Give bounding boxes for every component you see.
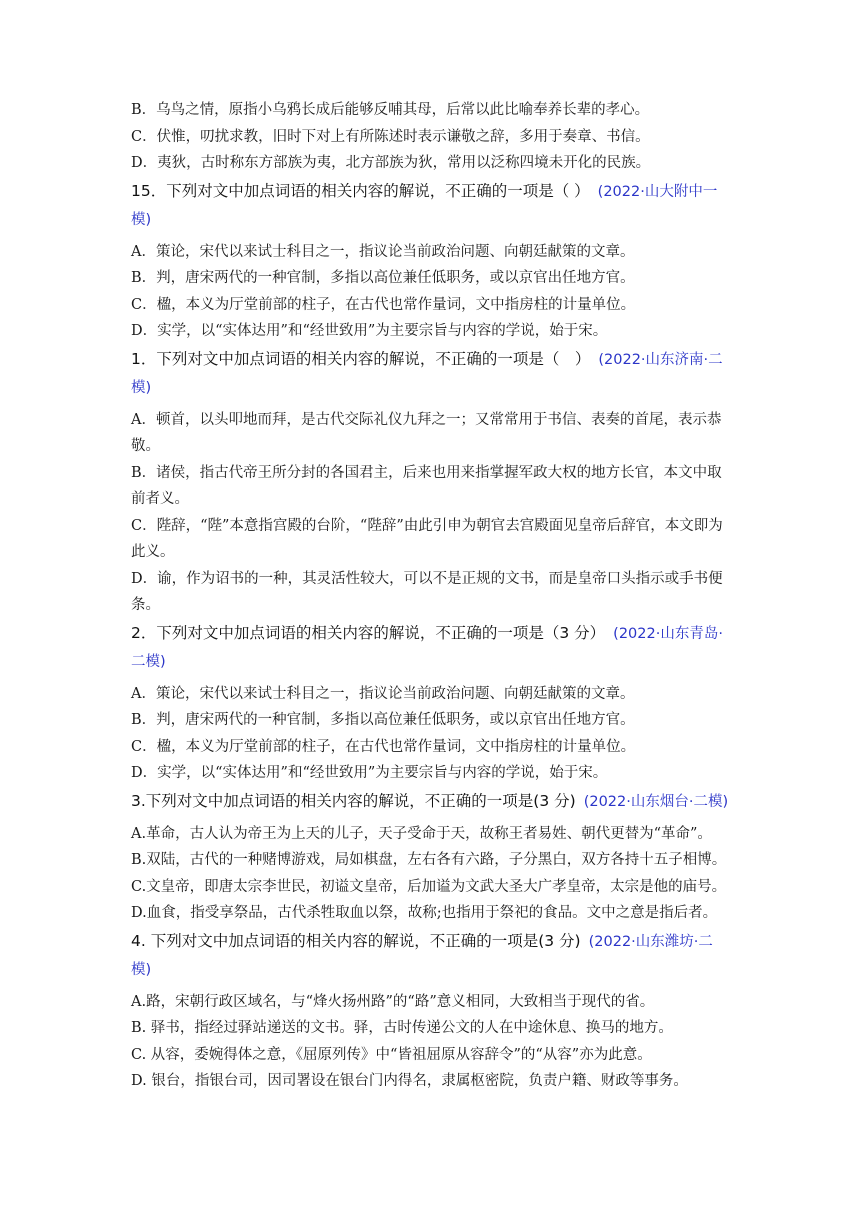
answer-option: D．夷狄，古时称东方部族为夷，北方部族为狄，常用以泛称四境未开化的民族。 bbox=[131, 155, 651, 171]
answer-option: D. 银台，指银台司，因司署设在银台门内得名，隶属枢密院，负责户籍、财政等事务。 bbox=[131, 1073, 688, 1089]
answer-option: B．判，唐宋两代的一种官制，多指以高位兼任低职务，或以京官出任地方官。 bbox=[131, 270, 635, 286]
answer-option: B.双陆，古代的一种赌博游戏，局如棋盘，左右各有六路，子分黑白，双方各持十五子相博。 bbox=[131, 852, 727, 868]
question-stem bbox=[131, 346, 733, 402]
answer-option: A．策论，宋代以来试士科目之一，指议论当前政治问题、向朝廷献策的文章。 bbox=[131, 243, 635, 260]
question-stem bbox=[131, 178, 733, 234]
answer-option: B. 驿书，指经过驿站递送的文书。驿，古时传递公文的人在中途休息、换马的地方。 bbox=[131, 1020, 673, 1036]
question-source: (2022·山东烟台·二模) bbox=[583, 793, 729, 810]
answer-option: C.文皇帝，即唐太宗李世民，初谥文皇帝，后加谥为文武大圣大广孝皇帝，太宗是他的庙号。 bbox=[131, 878, 727, 895]
answer-option: A．顿首，以头叩地而拜，是古代交际礼仪九拜之一；又常常用于书信、表奏的首尾，表示恭敬。 bbox=[131, 411, 722, 454]
answer-option: C．陛辞，“陛”本意指宫殿的台阶，“陛辞”由此引申为朝官去宫殿面见皇帝后辞官，本文即为此义。 bbox=[131, 517, 723, 560]
answer-option: B．判，唐宋两代的一种官制，多指以高位兼任低职务，或以京官出任地方官。 bbox=[131, 712, 635, 728]
question-text: 3.下列对文中加点词语的相关内容的解说，不正确的一项是(3 分) bbox=[131, 791, 576, 810]
question-source: (2022·山东济南·二模) bbox=[131, 351, 723, 396]
answer-option: A.革命，古人认为帝王为上天的儿子，天子受命于天，故称王者易姓、朝代更替为“革命”。 bbox=[131, 825, 712, 842]
answer-option: D．实学，以“实体达用”和“经世致用”为主要宗旨与内容的学说，始于宋。 bbox=[131, 765, 608, 781]
question-stem bbox=[131, 928, 733, 984]
answer-option: A.路，宋朝行政区域名，与“烽火扬州路”的“路”意义相同，大致相当于现代的省。 bbox=[131, 993, 655, 1010]
question-text: 15．下列对文中加点词语的相关内容的解说，不正确的一项是（ ） bbox=[131, 181, 590, 200]
question-source: (2022·山东青岛·二模) bbox=[131, 625, 723, 670]
answer-option: B．乌鸟之情，原指小乌鸦长成后能够反哺其母，后常以此比喻奉养长辈的孝心。 bbox=[131, 102, 650, 118]
document-content bbox=[131, 97, 733, 1095]
question-text: 4. 下列对文中加点词语的相关内容的解说，不正确的一项是(3 分) bbox=[131, 931, 581, 950]
question-stem bbox=[131, 620, 733, 676]
answer-option: C．楹，本义为厅堂前部的柱子，在古代也常作量词，文中指房柱的计量单位。 bbox=[131, 296, 636, 313]
answer-option: D.血食，指受享祭品，古代杀牲取血以祭，故称;也指用于祭祀的食品。文中之意是指后者。 bbox=[131, 905, 718, 921]
answer-option: A．策论，宋代以来试士科目之一，指议论当前政治问题、向朝廷献策的文章。 bbox=[131, 685, 635, 702]
question-text: 2．下列对文中加点词语的相关内容的解说，不正确的一项是（3 分） bbox=[131, 623, 606, 642]
answer-option: C. 从容，委婉得体之意，《屈原列传》中“皆祖屈原从容辞令”的“从容”亦为此意。 bbox=[131, 1046, 652, 1063]
answer-option: B．诸侯，指古代帝王所分封的各国君主，后来也用来指掌握军政大权的地方长官，本文中取前者义。 bbox=[131, 464, 722, 507]
question-text: 1．下列对文中加点词语的相关内容的解说，不正确的一项是（ ） bbox=[131, 349, 591, 368]
question-source: (2022·山大附中一模) bbox=[131, 183, 718, 228]
question-source: (2022·山东潍坊·二模) bbox=[131, 933, 713, 978]
answer-option: C．楹，本义为厅堂前部的柱子，在古代也常作量词，文中指房柱的计量单位。 bbox=[131, 738, 636, 755]
answer-option: D．谕，作为诏书的一种，其灵活性较大，可以不是正规的文书，而是皇帝口头指示或手书便条。 bbox=[131, 570, 723, 613]
answer-option: C．伏惟，叨扰求教，旧时下对上有所陈述时表示谦敬之辞，多用于奏章、书信。 bbox=[131, 128, 650, 145]
question-stem bbox=[131, 788, 733, 816]
answer-option: D．实学，以“实体达用”和“经世致用”为主要宗旨与内容的学说，始于宋。 bbox=[131, 323, 608, 339]
